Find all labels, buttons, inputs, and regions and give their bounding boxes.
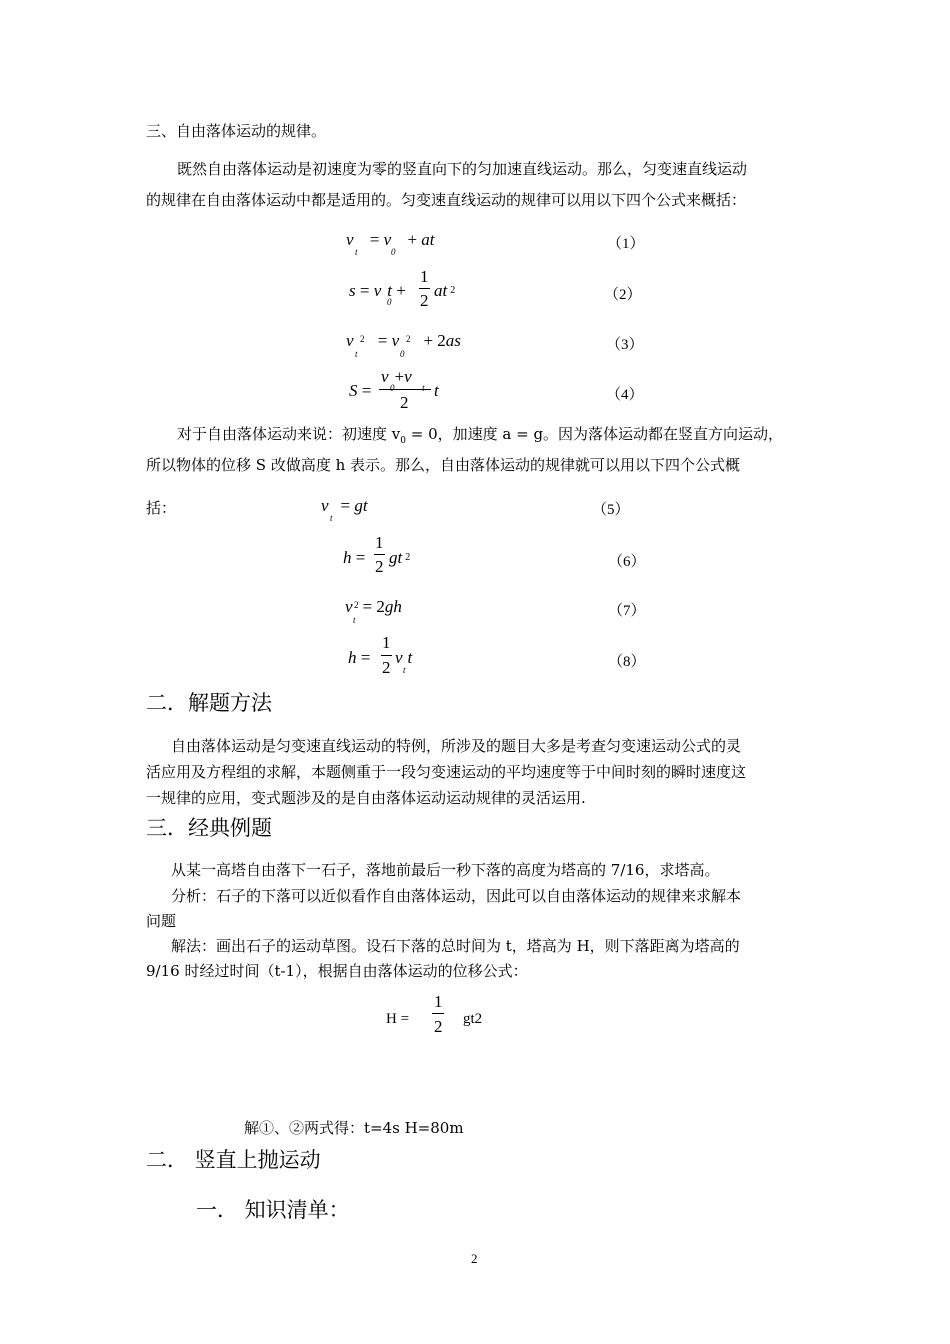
paragraph-line: 既然自由落体运动是初速度为零的竖直向下的匀加速直线运动。那么，匀变速直线运动 (177, 160, 748, 178)
formula-8: h = (348, 648, 371, 667)
fraction-numerator: 1 (420, 267, 429, 286)
fraction-numerator: 1 (434, 992, 443, 1011)
example-formula-lhs: H = (386, 1011, 410, 1027)
formula-tag: （6） (608, 554, 646, 570)
analysis-line: 分析：石子的下落可以近似看作自由落体运动，因此可以自由落体运动的规律来求解本 (171, 887, 742, 905)
fraction-denominator: 2 (375, 557, 384, 576)
formula-8-tail: v t t (395, 648, 413, 675)
formula-2-tail: at 2 (434, 281, 456, 300)
fraction-denominator: 2 (420, 291, 429, 310)
fraction-numerator: 1 (382, 633, 391, 652)
section-heading-vertical-throw: 二． 竖直上抛运动 (146, 1148, 321, 1172)
paragraph-line: 所以物体的位移 S 改做高度 h 表示。那么，自由落体运动的规律就可以用以下四个公式概 (146, 456, 741, 474)
fraction-bar (419, 288, 430, 289)
page-number: 2 (471, 1251, 478, 1266)
subsection-heading-knowledge: 一． 知识清单： (196, 1198, 350, 1222)
fraction-bar (381, 655, 392, 656)
formula-tag: （7） (608, 603, 646, 619)
formula-6: h = (343, 548, 366, 567)
formula-4: S = (349, 381, 372, 400)
analysis-line: 问题 (146, 912, 177, 930)
solution-line: 解法：画出石子的运动草图。设石下落的总时间为 t，塔高为 H，则下落距离为塔高的 (171, 937, 740, 955)
formula-1: v t = v 0 + at (346, 230, 435, 257)
paragraph-line: 括： (146, 499, 177, 517)
section-heading-laws: 三、自由落体运动的规律。 (146, 122, 327, 140)
paragraph-line: 活应用及方程组的求解，本题侧重于一段匀变速运动的平均速度等于中间时刻的瞬时速度这 (146, 763, 747, 781)
fraction-denominator: 2 (434, 1017, 443, 1036)
paragraph-line: 对于自由落体运动来说：初速度 $v_0 = 0$，加速度 a = g。因为落体运动都在竖直方向运动， (177, 425, 784, 446)
result-line: 解①、②两式得：t=4s H=80m (244, 1119, 464, 1137)
problem-statement: 从某一高塔自由落下一石子，落地前最后一秒下落的高度为塔高的 7/16，求塔高。 (171, 861, 720, 879)
formula-7: v 2 t = 2gh (345, 597, 402, 625)
fraction-bar (432, 1013, 444, 1014)
formula-5: v t = gt (321, 496, 368, 523)
formula-2: s = v 0 t + (349, 281, 406, 307)
paragraph-line: 一规律的应用，变式题涉及的是自由落体运动运动规律的灵活运用. (146, 789, 586, 807)
formula-4-tail: t (434, 381, 439, 400)
formula-tag: （4） (606, 387, 644, 403)
fraction-numerator: v 0 +v t (381, 367, 425, 393)
formula-tag: （8） (608, 654, 646, 670)
fraction-numerator: 1 (375, 533, 384, 552)
fraction-bar (374, 554, 385, 555)
section-heading-method: 二．解题方法 (146, 691, 272, 715)
fraction-denominator: 2 (400, 393, 409, 412)
paragraph-line: 的规律在自由落体运动中都是适用的。匀变速直线运动的规律可以用以下四个公式来概括： (146, 191, 747, 209)
formula-tag: （2） (604, 287, 642, 303)
example-formula-rhs: gt2 (463, 1011, 483, 1027)
formula-tag: （1） (607, 236, 645, 252)
formula-3: v 2 t = v 2 0 + 2as (346, 331, 461, 359)
paragraph-line: 自由落体运动是匀变速直线运动的特例，所涉及的题目大多是考查匀变速运动公式的灵 (171, 737, 742, 755)
formula-tag: （3） (606, 337, 644, 353)
formula-6-tail: gt 2 (389, 548, 411, 567)
solution-line: 9/16 时经过时间（t-1），根据自由落体运动的位移公式： (146, 962, 528, 980)
section-heading-example: 三．经典例题 (146, 816, 272, 840)
fraction-bar (379, 389, 431, 390)
fraction-denominator: 2 (382, 658, 391, 677)
formula-tag: （5） (592, 502, 630, 518)
